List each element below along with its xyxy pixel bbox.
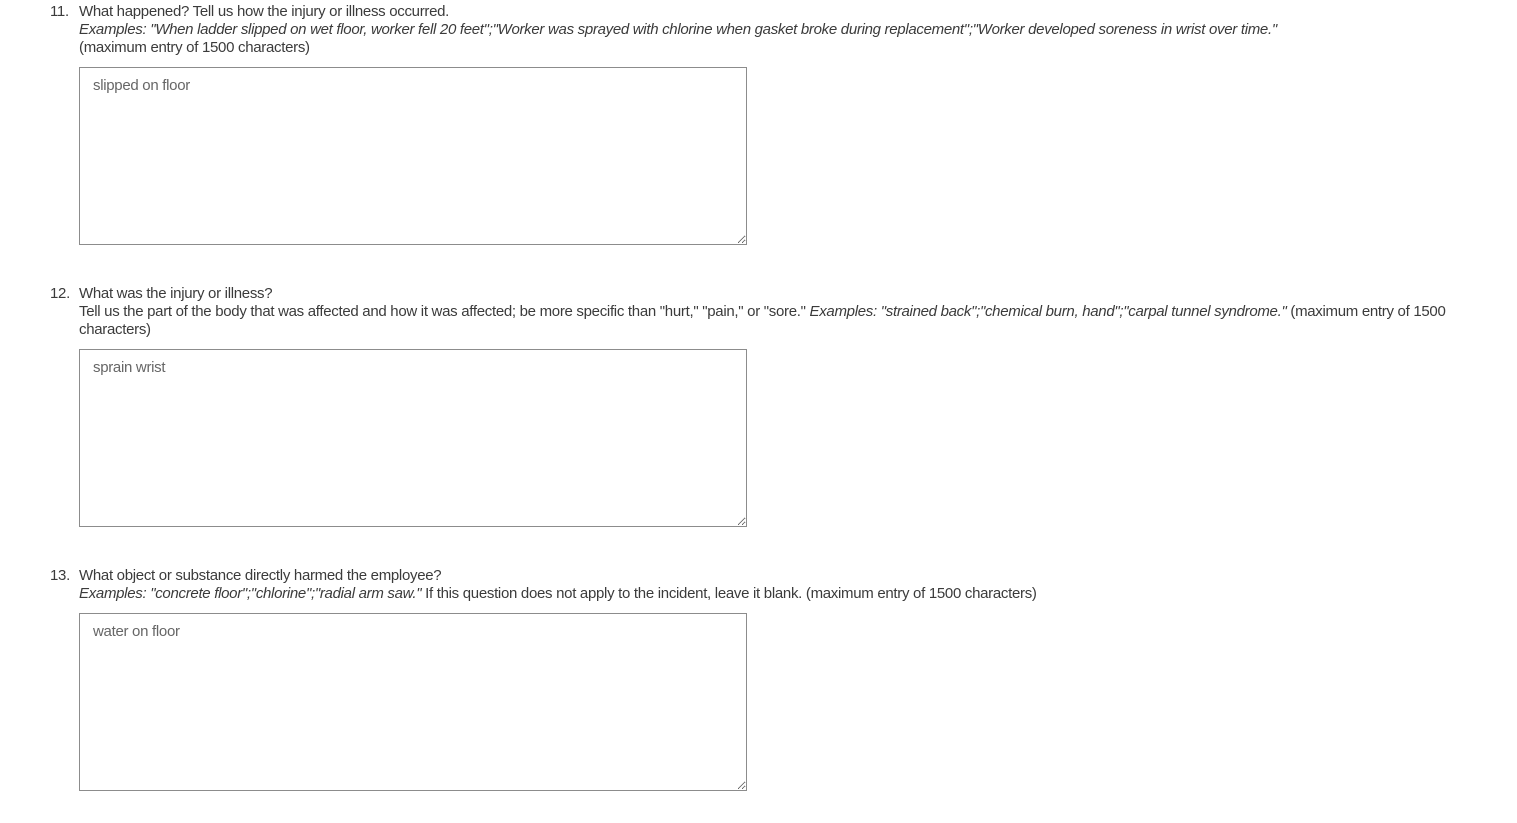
question-12-max-note: (maximum entry of 1500 characters) <box>79 303 1446 338</box>
question-13-number: 13. <box>50 567 70 584</box>
question-13 <box>50 567 1517 791</box>
question-12-description <box>79 303 1479 339</box>
what-happened-textarea[interactable] <box>79 67 747 245</box>
question-13-title: What object or substance directly harmed the employee? <box>79 567 442 584</box>
object-substance-textarea[interactable] <box>79 613 747 791</box>
question-11-examples: Examples: "When ladder slipped on wet floor, worker fell 20 feet";"Worker was sprayed with chlorine when gasket broke during replacement";"Worker developed soreness in wrist over time." <box>79 21 1277 38</box>
question-13-description <box>79 585 1479 603</box>
question-13-examples: Examples: "concrete floor";"chlorine";"radial arm saw." <box>79 585 426 602</box>
question-12-examples: Examples: "strained back";"chemical burn, hand";"carpal tunnel syndrome." <box>809 303 1291 320</box>
question-12-title: What was the injury or illness? <box>79 285 273 302</box>
injury-illness-textarea[interactable] <box>79 349 747 527</box>
question-12-instruction: Tell us the part of the body that was affected and how it was affected; be more specific than "hurt," "pain," or "sore." <box>79 303 810 320</box>
question-12 <box>50 285 1517 527</box>
question-13-instruction: If this question does not apply to the incident, leave it blank. (maximum entry of 1500 characters) <box>425 585 1037 602</box>
question-11-title: What happened? Tell us how the injury or illness occurred. <box>79 3 450 20</box>
question-11-max-note: (maximum entry of 1500 characters) <box>79 39 310 56</box>
question-12-number: 12. <box>50 285 70 302</box>
question-11-number: 11. <box>50 3 69 20</box>
question-11 <box>50 3 1517 245</box>
question-11-description <box>79 21 1479 57</box>
